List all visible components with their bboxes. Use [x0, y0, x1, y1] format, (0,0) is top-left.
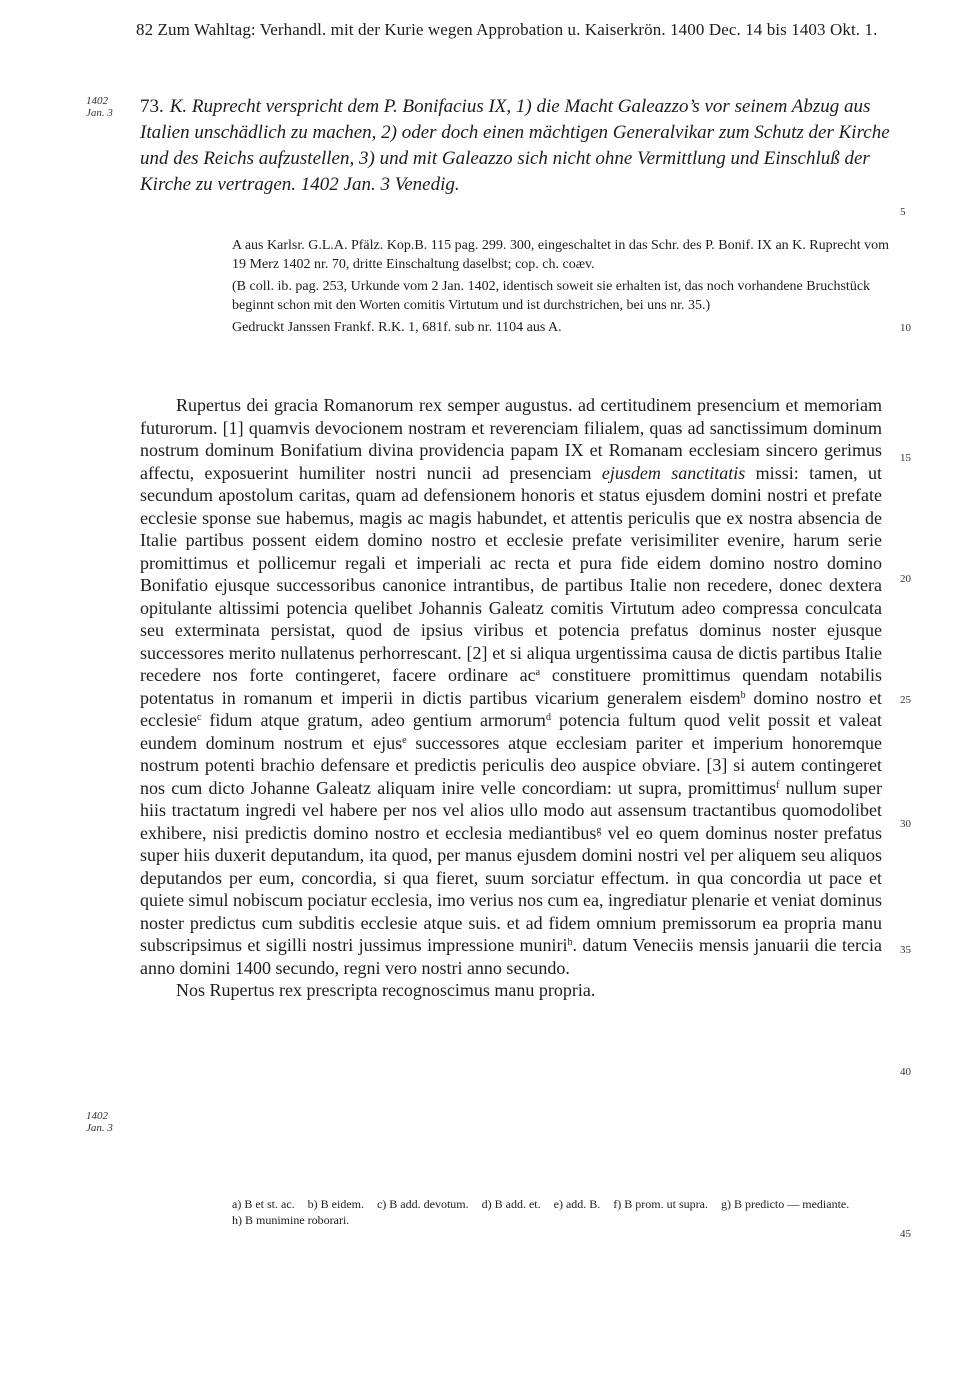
footnote: g) B predicto — mediante.: [720, 1197, 850, 1211]
line-number: 20: [900, 573, 911, 585]
line-number: 40: [900, 1066, 911, 1078]
body-text-run: successores atque ecclesiam pariter et imperium honoremque nostrum potenti brachio defensare et predictis periculis deo auspice obviare. [3] si autem contingeret nos cum dicto Johanne Galeatz aliquam inire velle concordiam: ut supra, promittimus: [140, 732, 883, 798]
footnote: f) B prom. ut supra.: [613, 1197, 708, 1211]
body-text-run: fidum atque gratum, adeo gentium armorum: [201, 710, 546, 730]
footnote: a) B et st. ac.: [232, 1197, 295, 1211]
line-number: 5: [900, 206, 906, 218]
body-text-run: missi: tamen, ut secundum apostolum caritas, quam ad defensionem honoris et status ejusdem domini nostri et prefate ecclesie sponse sue habemus, magis ac magis habundet, et attentis periculis que ex nostra absencia de Italie partibus possent eidem domino nostro et ecclesie prefate verisimiliter evenire, harum serie promittimus et pollicemur regali et imperiali ac recta et pura fide eidem domino nostro domino Bonifatio ejusque successoribus canonice intrantibus, de partibus Italie non recedere, donec dextera opitulante altissimi potencia quelibet Johannis Galeatz comitis Virtutum adeo compressa conculcata seu exterminata persistat, quod de ipsius viribus et potencia prefatus dominus noster ejusque successores merito nullatenus perhorrescant. [2] et si aliqua urgentissima causa de dictis partibus Italie recedere nos forte contingeret, facere ordinare ac: [140, 462, 882, 685]
line-number: 30: [900, 818, 911, 830]
footnotes: [232, 1196, 872, 1228]
body-paragraph: [140, 394, 882, 979]
line-number: 25: [900, 694, 911, 706]
line-number: 10: [900, 322, 911, 334]
footnote-marker: b: [740, 689, 746, 701]
heading-text: K. Ruprecht verspricht dem P. Bonifacius IX, 1) die Macht Galeazzo’s vor seinem Abzug aus Italien unschädlich zu machen, 2) oder doch einen mächtigen Generalvikar zum Schutz der Kirche und des Reichs aufzustellen, 3) und mit Galeazzo sich nicht ohne Vermittlung und Einschluß der Kirche zu vertragen. 1402 Jan. 3 Venedig.: [140, 96, 890, 195]
body-text-run: potencia fultum quod velit possit et valeat eundem dominum nostrum et ejus: [140, 710, 882, 753]
apparatus-entry: Gedruckt Janssen Frankf. R.K. 1, 681f. sub nr. 1104 aus A.: [232, 320, 562, 335]
footnote: c) B add. devotum.: [376, 1197, 469, 1211]
body-text-run: nullum super hiis tractatum ingredi vel habere per nos vel alios ullo modo aut assensum tractantibus quomodolibet exhibere, nisi predictis domino nostro et ecclesia mediantibus: [140, 777, 882, 843]
source-apparatus: [232, 236, 904, 340]
footnote-marker: g: [596, 824, 602, 836]
running-head: 82 Zum Wahltag: Verhandl. mit der Kurie wegen Approbation u. Kaiserkrön. 1400 Dec. 14 bis 1403 Okt. 1.: [136, 20, 878, 39]
footnote-marker: f: [776, 779, 780, 791]
line-number: 15: [900, 452, 911, 464]
footnote-marker: d: [545, 712, 551, 723]
apparatus-entry: A aus Karlsr. G.L.A. Pfälz. Kop.B. 115 pag. 299. 300, eingeschaltet in das Schr. des P. Bonif. IX an K. Ruprecht vom 19 Merz 1402 nr. 70, dritte Einschaltung daselbst; cop. ch. coæv.: [232, 238, 890, 272]
line-number: 45: [900, 1228, 911, 1240]
margin-date-year: 1402: [86, 1110, 108, 1122]
body-text-run: vel eo quem dominus noster prefatus super hiis duxerit deputandum, ita quod, per manus ejusdem domini nostri vel per aliquem seu aliquos deputandos per eum, concordia, si qua fieret, suum sorciatur effectum. in qua concordia ut pace et quiete simul nobiscum pociatur ecclesia, imo verius nos cum ea, ingrediatur plenarie et veniat dominus noster predictus cum subditis ecclesie atque suis. et ad fidem omnium premissorum ea propria manu subscripsimus et sigilli nostri jussimus impressione muniri: [140, 822, 882, 955]
footnote-marker: c: [196, 712, 202, 723]
signature-line: Nos Rupertus rex prescripta recognoscimus manu propria.: [176, 980, 596, 1000]
document-body: [140, 394, 882, 1002]
body-text-run: Rupertus dei gracia Romanorum rex semper augustus. ad certitudinem presencium et memoriam futurorum. [1] quamvis devocionem nostram et reverenciam filialem, quas ad sanctissimum dominum nostrum dominum Bonifatium divina providencia papam IX et Romanam ecclesiam sincero gerimus affectu, exposuerint humiliter nostri nuncii ad presenciam: [140, 395, 882, 483]
footnote-marker: h: [567, 937, 573, 948]
footnote: d) B add. et.: [481, 1197, 541, 1211]
body-text-run: . datum Veneciis mensis januarii die tercia anno domini 1400 secundo, regni vero nostri anno secundo.: [140, 935, 882, 978]
footnote: b) B eidem.: [307, 1197, 364, 1211]
body-text-italic: ejusdem sanctitatis: [601, 462, 746, 483]
margin-date-bottom: [86, 1110, 113, 1134]
apparatus-entry: (B coll. ib. pag. 253, Urkunde vom 2 Jan. 1402, identisch soweit sie erhalten ist, das noch vorhandene Bruchstück beginnt schon mit den Worten comitis Virtutum und ist durchstrichen, bei uns nr. 35.): [232, 279, 871, 313]
document-number: 73.: [140, 96, 164, 117]
footnote-marker: e: [402, 734, 407, 746]
margin-date-day: Jan. 3: [86, 107, 113, 119]
margin-date-day: Jan. 3: [86, 1122, 113, 1134]
margin-date-year: 1402: [86, 95, 108, 107]
footnote: h) B munimine roborari.: [232, 1213, 350, 1227]
margin-date-top: [86, 95, 113, 119]
body-text-run: domino nostro et ecclesie: [140, 687, 882, 730]
body-text-run: constituere promittimus quendam notabilis potentatus in romanum et imperii in dictis partibus vicarium generalem eisdem: [140, 665, 883, 708]
line-number: 35: [900, 944, 911, 956]
footnote: e) add. B.: [553, 1197, 601, 1211]
footnote-marker: a: [535, 667, 541, 678]
document-heading: [140, 94, 900, 198]
